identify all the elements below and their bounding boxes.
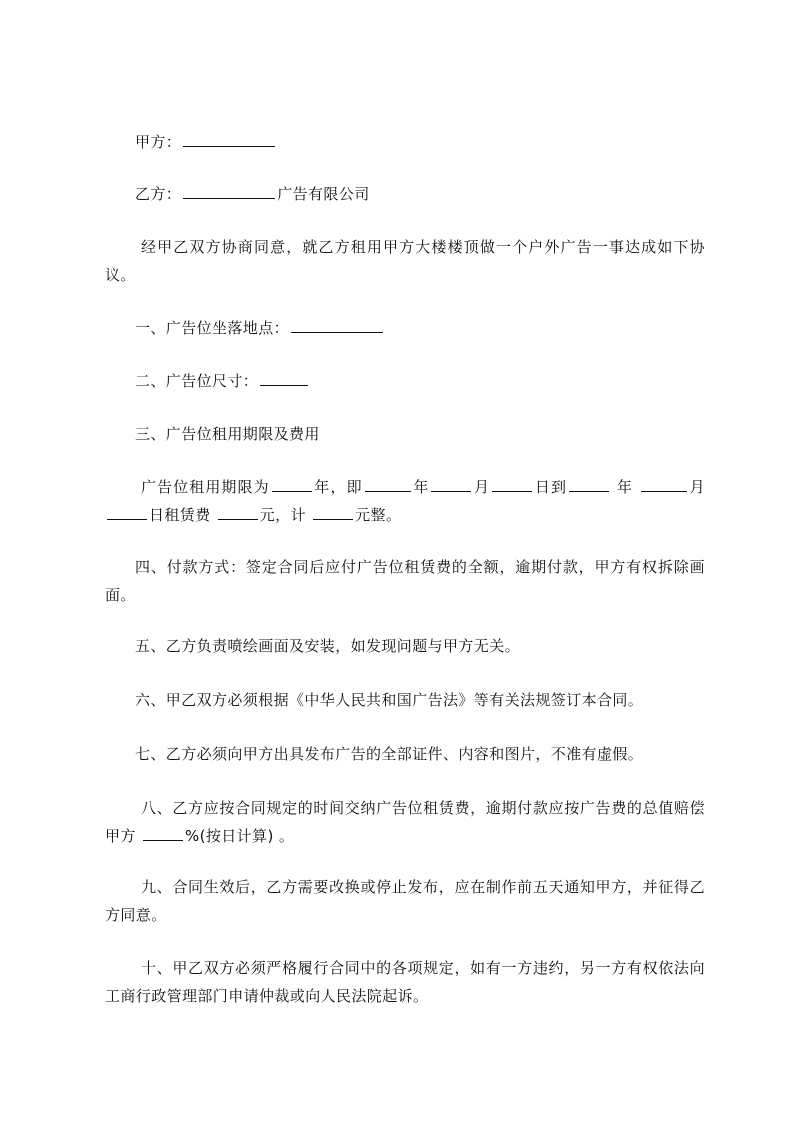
size-blank[interactable] xyxy=(260,369,308,386)
intro-paragraph: 经甲乙双方协商同意，就乙方租用甲方大楼楼顶做一个户外广告一事达成如下协议。 xyxy=(105,238,705,284)
party-b-line xyxy=(105,180,705,208)
term-text-6: 年 xyxy=(611,478,639,496)
party-b-label: 乙方： xyxy=(135,185,182,203)
clause-8 xyxy=(105,794,705,850)
start-month-blank[interactable] xyxy=(431,475,471,492)
term-text-9: 元，计 xyxy=(259,506,312,524)
term-text-4: 月 xyxy=(473,478,491,496)
end-month-blank[interactable] xyxy=(641,475,687,492)
clause-7: 七、乙方必须向甲方出具发布广告的全部证件、内容和图片，不准有虚假。 xyxy=(135,745,644,763)
total-amount-blank[interactable] xyxy=(313,503,353,520)
clause-10: 十、甲乙双方必须严格履行合同中的各项规定，如有一方违约，另一方有权依法向工商行政管理部门申请仲裁或向人民法院起诉。 xyxy=(105,959,705,1005)
party-a-label: 甲方： xyxy=(135,133,182,151)
daily-rent-blank[interactable] xyxy=(218,503,258,520)
end-year-blank[interactable] xyxy=(569,475,609,492)
term-text-2: 年，即 xyxy=(313,478,363,496)
term-text-1: 广告位租用期限为 xyxy=(141,478,270,496)
clause-9: 九、合同生效后，乙方需要改换或停止发布，应在制作前五天通知甲方，并征得乙方同意。 xyxy=(105,878,705,924)
clause-1 xyxy=(105,314,705,342)
party-a-line xyxy=(105,128,705,156)
term-text-10: 元整。 xyxy=(355,506,402,524)
clause-8-text: 八、乙方应按合同规定的时间交纳广告位租赁费，逾期付款应按广告费的总值赔偿甲方 xyxy=(105,799,705,845)
clause-3-label: 三、广告位租用期限及费用 xyxy=(135,425,320,443)
clause-5: 五、乙方负责喷绘画面及安装，如发现问题与甲方无关。 xyxy=(135,637,521,655)
party-b-blank[interactable] xyxy=(183,182,275,199)
penalty-percent-blank[interactable] xyxy=(143,824,183,841)
location-blank[interactable] xyxy=(291,316,383,333)
end-day-blank[interactable] xyxy=(107,503,147,520)
party-b-suffix: 广告有限公司 xyxy=(277,185,370,203)
term-text-8: 日租赁费 xyxy=(149,506,216,524)
term-text-3: 年 xyxy=(412,478,430,496)
start-day-blank[interactable] xyxy=(492,475,532,492)
clause-6: 六、甲乙双方必须根据《中华人民共和国广告法》等有关法规签订本合同。 xyxy=(135,691,644,709)
term-text-5: 日到 xyxy=(534,478,568,496)
clause-2 xyxy=(105,367,705,395)
clause-3 xyxy=(105,420,705,448)
clause-2-label: 二、广告位尺寸： xyxy=(135,372,259,390)
term-paragraph xyxy=(105,473,711,529)
party-a-blank[interactable] xyxy=(183,130,275,147)
clause-4: 四、付款方式：签定合同后应付广告位租赁费的全额，逾期付款，甲方有权拆除画面。 xyxy=(105,558,705,604)
term-years-blank[interactable] xyxy=(272,475,312,492)
term-text-7: 月 xyxy=(688,478,711,496)
clause-8-suffix: %(按日计算) 。 xyxy=(184,827,295,845)
start-year-blank[interactable] xyxy=(365,475,411,492)
clause-1-label: 一、广告位坐落地点： xyxy=(135,319,290,337)
